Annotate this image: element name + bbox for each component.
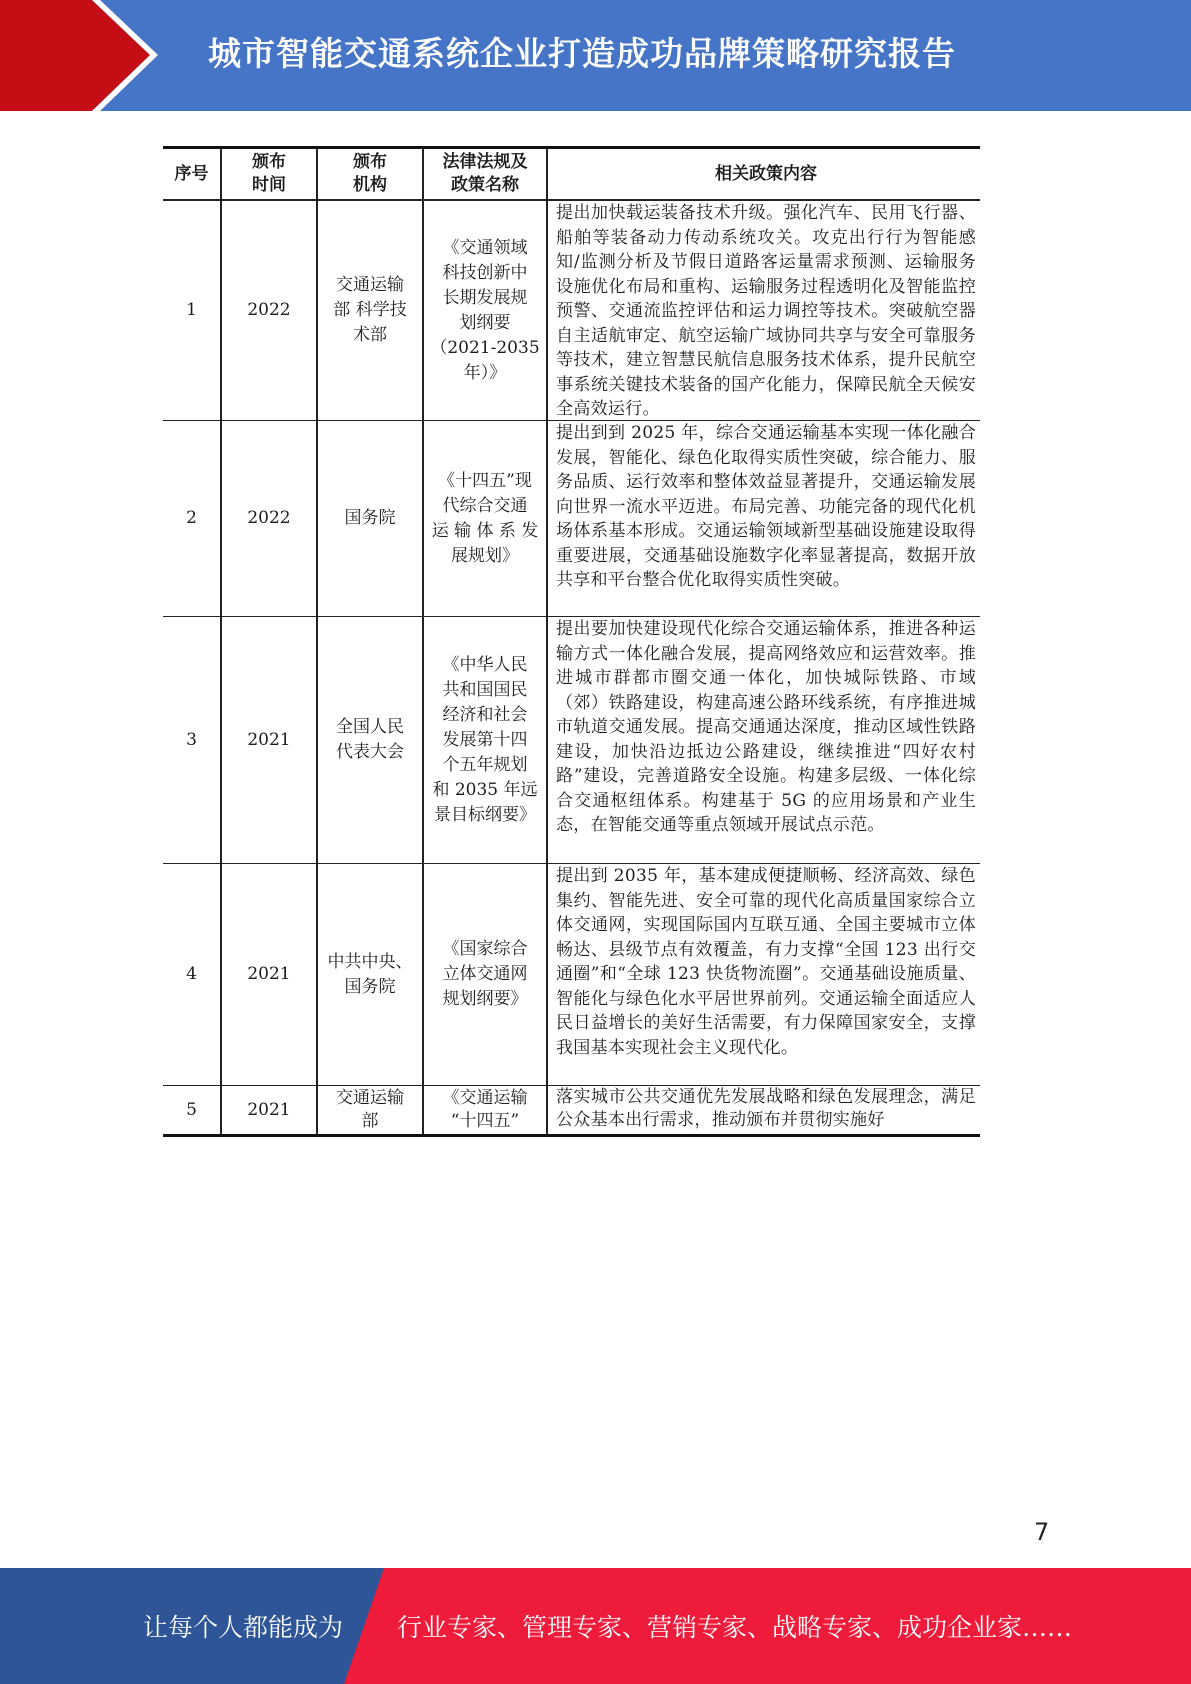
row-org: 中共中央、 国务院	[318, 864, 424, 1085]
row-no: 4	[163, 864, 222, 1085]
footer-slogan-left: 让每个人都能成为	[143, 1613, 344, 1642]
row-org: 交通运输 部	[318, 1086, 424, 1134]
col-header-policy-name: 法律法规及 政策名称	[424, 149, 548, 199]
footer-band	[0, 1568, 1191, 1684]
footer-slogan-right: 行业专家、管理专家、营销专家、战略专家、成功企业家……	[397, 1613, 1073, 1642]
row-content: 提出要加快建设现代化综合交通运输体系，推进各种运输方式一体化融合发展，提高网络效应和运营效率。推进城市群都市圈交通一体化，加快城际铁路、市域（郊）铁路建设，构建高速公路环线系统，有序推进城市轨道交通发展。提高交通通达深度，推动区域性铁路建设，加快沿边抵边公路建设，继续推进“四好农村路”建设，完善道路安全设施。构建多层级、一体化综合交通枢纽体系。构建基于 5G 的应用场景和产业生态，在智能交通等重点领域开展试点示范。	[556, 619, 976, 835]
policy-table	[163, 146, 980, 1137]
row-year: 2021	[222, 864, 318, 1085]
page-number: 7	[1034, 1518, 1050, 1546]
row-year: 2022	[222, 421, 318, 616]
table-row	[163, 421, 980, 617]
row-year: 2022	[222, 201, 318, 420]
row-content: 提出到到 2025 年，综合交通运输基本实现一体化融合发展，智能化、绿色化取得实质性突破，综合能力、服务品质、运行效率和整体效益显著提升，交通运输发展向世界一流水平迈进。布局完善、功能完备的现代化机场体系基本形成。交通运输领域新型基础设施建设取得重要进展，交通基础设施数字化率显著提高，数据开放共享和平台整合优化取得实质性突破。	[556, 423, 976, 590]
row-policy-name: 《中华人民 共和国国民 经济和社会 发展第十四 个五年规划 和 2035 年远 景目标纲要》	[424, 617, 548, 863]
header-band	[0, 0, 1191, 111]
table-row	[163, 617, 980, 864]
row-no: 1	[163, 201, 222, 420]
header-red-arrow	[0, 0, 150, 111]
row-year: 2021	[222, 617, 318, 863]
row-no: 5	[163, 1086, 222, 1134]
row-org: 国务院	[318, 421, 424, 616]
table-header-row	[163, 149, 980, 201]
table-row	[163, 1086, 980, 1134]
row-year: 2021	[222, 1086, 318, 1134]
row-org: 全国人民 代表大会	[318, 617, 424, 863]
table-row	[163, 201, 980, 421]
col-header-content: 相关政策内容	[715, 163, 817, 184]
row-policy-name: 《国家综合 立体交通网 规划纲要》	[424, 864, 548, 1085]
document-title: 城市智能交通系统企业打造成功品牌策略研究报告	[208, 34, 956, 73]
col-header-no: 序号	[163, 149, 222, 199]
row-content: 落实城市公共交通优先发展战略和绿色发展理念，满足公众基本出行需求，推动颁布并贯彻实施好	[556, 1087, 976, 1130]
row-no: 2	[163, 421, 222, 616]
row-content: 提出加快载运装备技术升级。强化汽车、民用飞行器、船舶等装备动力传动系统攻关。攻克出行行为智能感知/监测分析及节假日道路客运量需求预测、运输服务设施优化布局和重构、运输服务过程透明化及智能监控预警、交通流监控评估和运力调控等技术。突破航空器自主适航审定、航空运输广域协同共享与安全可靠服务等技术，建立智慧民航信息服务技术体系，提升民航空事系统关键技术装备的国产化能力，保障民航全天候安全高效运行。	[556, 203, 976, 419]
table-row	[163, 864, 980, 1086]
row-policy-name: 《十四五”现 代综合交通 运 输 体 系 发 展规划》	[424, 421, 548, 616]
row-policy-name: 《交通领域 科技创新中 长期发展规 划纲要 （2021-2035 年）》	[424, 201, 548, 420]
col-header-year: 颁布 时间	[222, 149, 318, 199]
col-header-org: 颁布 机构	[318, 149, 424, 199]
row-policy-name: 《交通运输 “十四五”	[424, 1086, 548, 1134]
row-org: 交通运输 部 科学技 术部	[318, 201, 424, 420]
row-no: 3	[163, 617, 222, 863]
row-content: 提出到 2035 年，基本建成便捷顺畅、经济高效、绿色集约、智能先进、安全可靠的现代化高质量国家综合立体交通网，实现国际国内互联互通、全国主要城市立体畅达、县级节点有效覆盖，有力支撑“全国 123 出行交通圈”和“全球 123 快货物流圈”。交通基础设施质量、智能化与绿色化水平居世界前列。交通运输全面适应人民日益增长的美好生活需要，有力保障国家安全，支撑我国基本实现社会主义现代化。	[556, 866, 976, 1058]
